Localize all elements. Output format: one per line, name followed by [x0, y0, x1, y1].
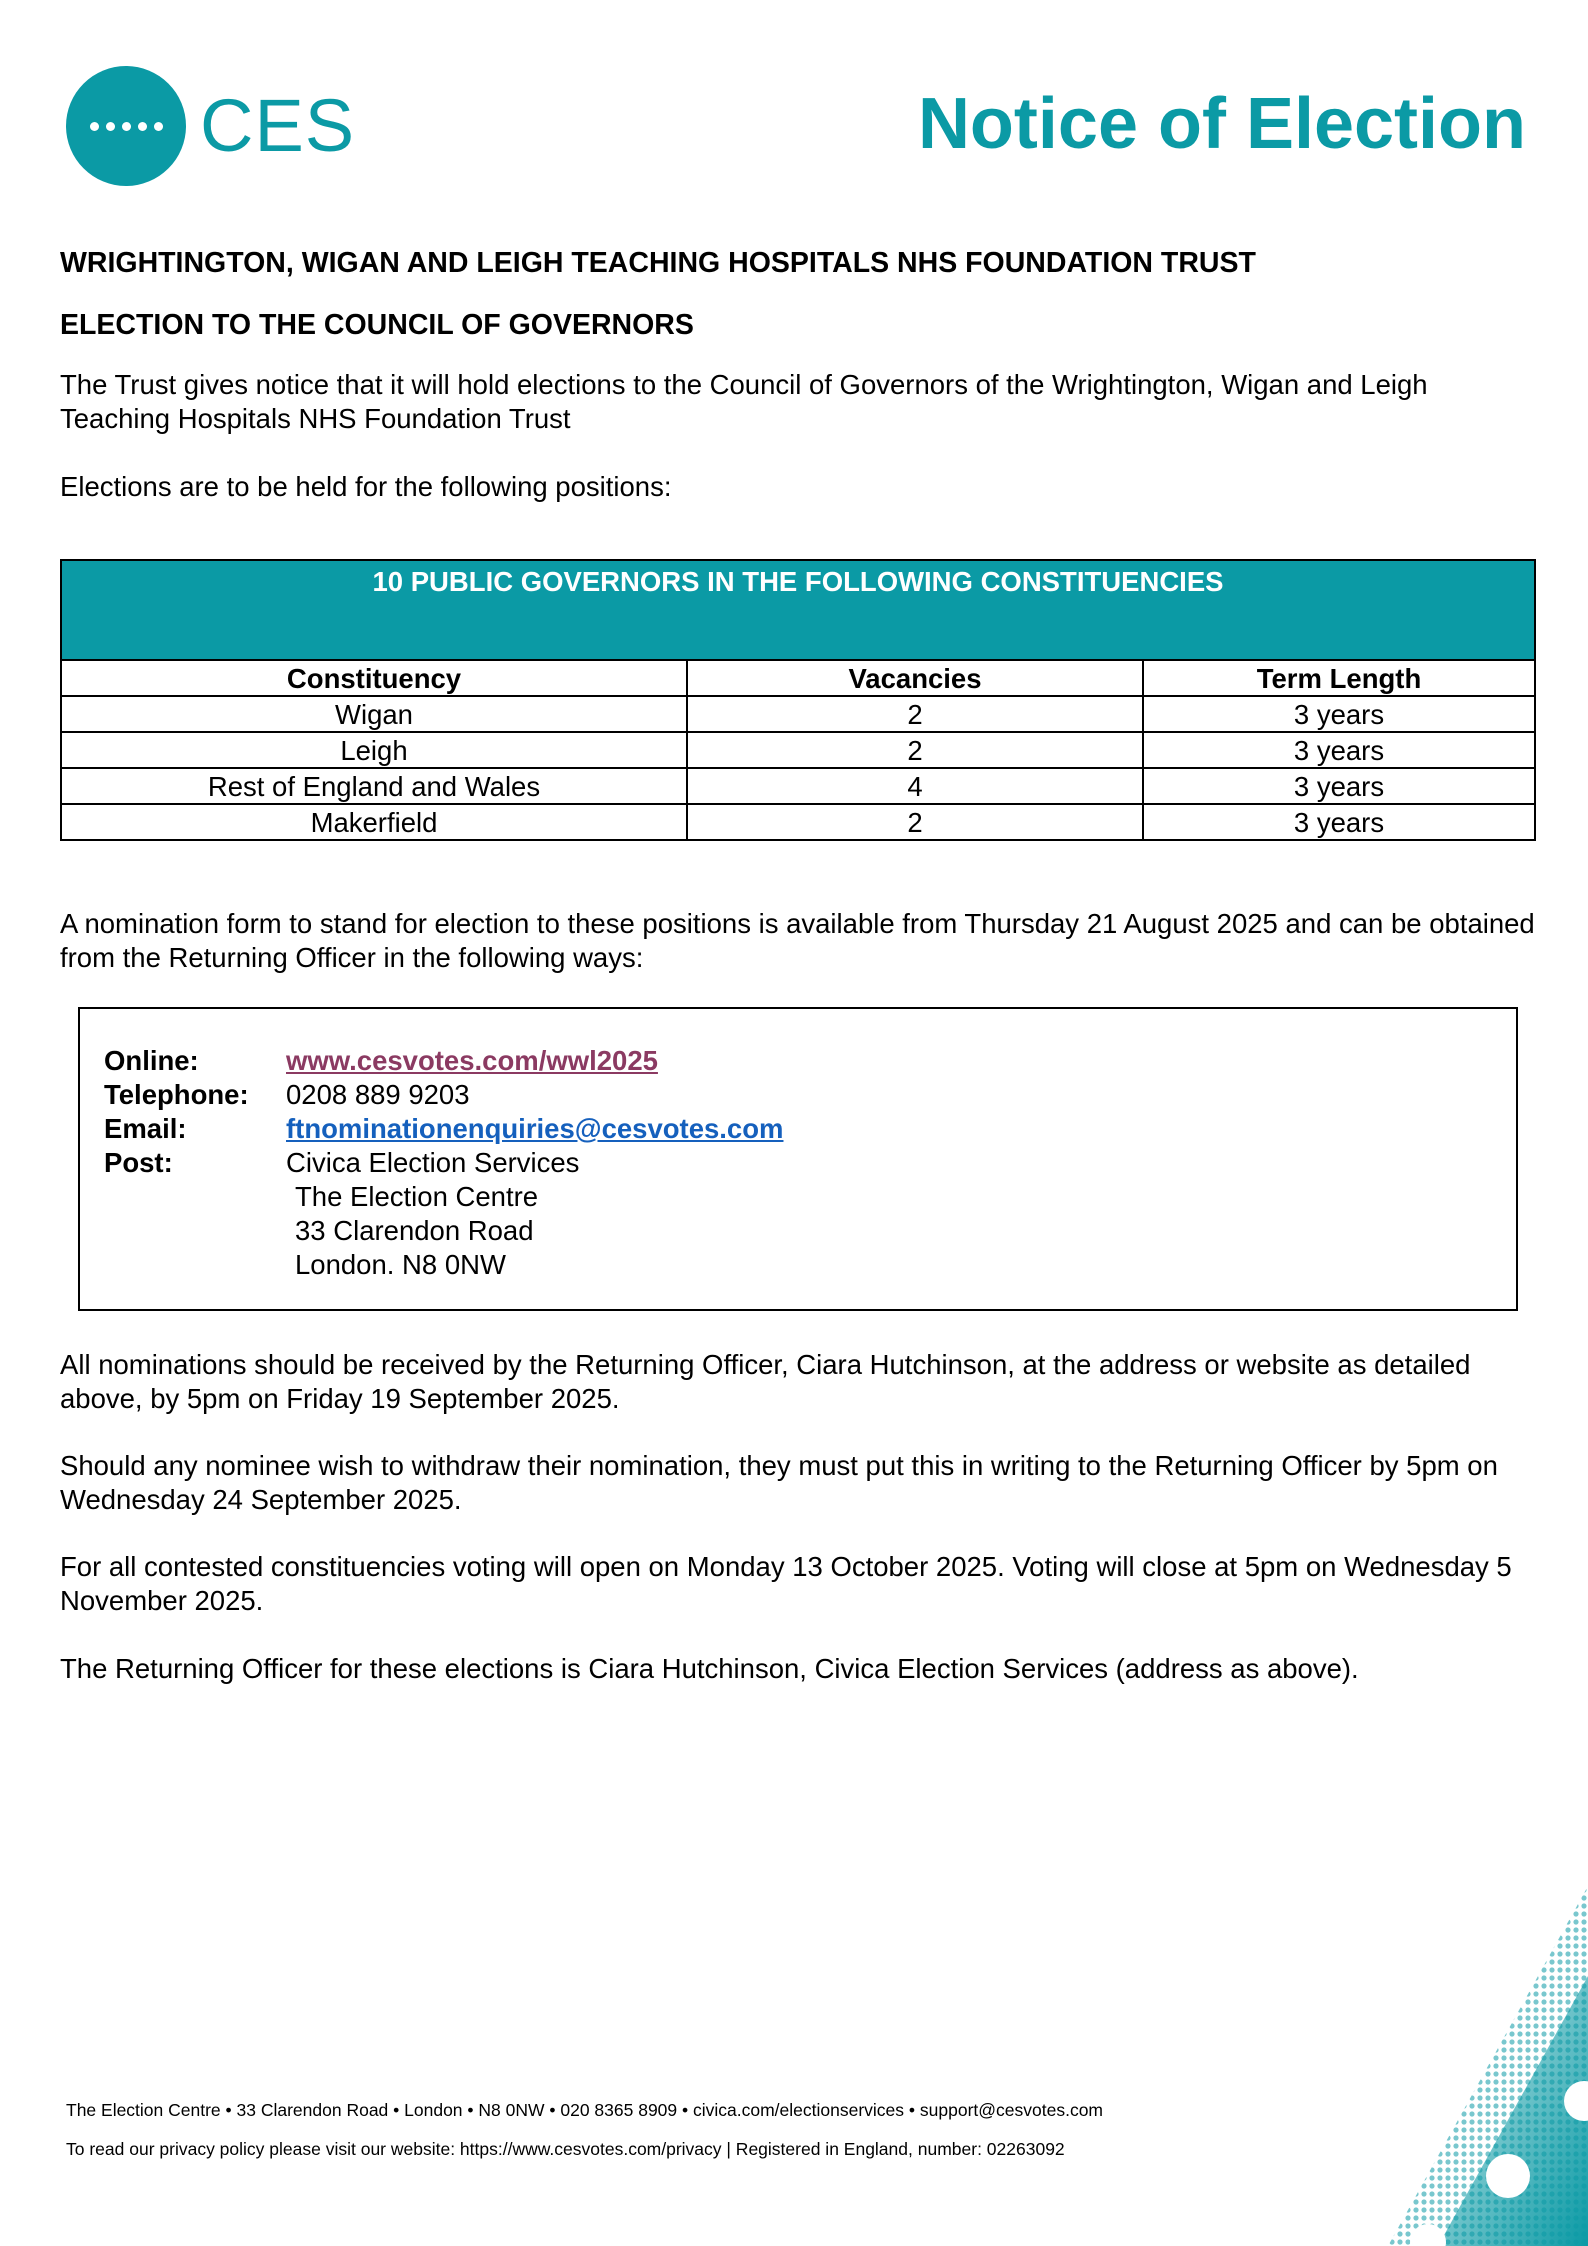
footer-address: The Election Centre • 33 Clarendon Road • London • N8 0NW • 020 8365 8909 • civica.com/electionservices • support@cesvotes.com — [66, 2100, 1104, 2120]
vacancies-cell: 4 — [687, 768, 1143, 804]
post-address-line: The Election Centre — [295, 1181, 539, 1212]
table-row — [61, 804, 1535, 840]
ces-logo-circle-icon — [66, 66, 186, 186]
vacancies-cell: 2 — [687, 696, 1143, 732]
decorative-corner-pattern-icon — [1388, 1886, 1588, 2246]
post-address-line: Civica Election Services — [286, 1147, 580, 1178]
ces-logo-text: CES — [200, 84, 356, 167]
page-title: Notice of Election — [917, 84, 1526, 164]
vacancies-cell: 2 — [687, 804, 1143, 840]
constituency-cell: Leigh — [61, 732, 687, 768]
positions-intro: Elections are to be held for the following positions: — [60, 471, 672, 502]
table-row — [61, 732, 1535, 768]
returning-officer-paragraph: The Returning Officer for these elections is Ciara Hutchinson, Civica Election Services (address as above). — [60, 1653, 1359, 1684]
online-label: Online: — [104, 1045, 199, 1076]
footer-privacy: To read our privacy policy please visit our website: https://www.cesvotes.com/privacy | Registered in England, number: 02263092 — [66, 2139, 1065, 2159]
term-length-cell: 3 years — [1143, 696, 1535, 732]
vacancies-table — [60, 559, 1536, 841]
post-label: Post: — [104, 1147, 173, 1178]
column-header-constituency: Constituency — [61, 660, 687, 696]
telephone-value: 0208 889 9203 — [286, 1079, 470, 1110]
constituency-cell: Makerfield — [61, 804, 687, 840]
email-label: Email: — [104, 1113, 187, 1144]
vacancies-cell: 2 — [687, 732, 1143, 768]
constituency-cell: Rest of England and Wales — [61, 768, 687, 804]
term-length-cell: 3 years — [1143, 768, 1535, 804]
trust-heading: WRIGHTINGTON, WIGAN AND LEIGH TEACHING HOSPITALS NHS FOUNDATION TRUST — [60, 247, 1256, 279]
term-length-cell: 3 years — [1143, 804, 1535, 840]
table-row — [61, 768, 1535, 804]
column-header-term-length: Term Length — [1143, 660, 1535, 696]
telephone-label: Telephone: — [104, 1079, 249, 1110]
post-address-line: 33 Clarendon Road — [295, 1215, 534, 1246]
table-banner: 10 PUBLIC GOVERNORS IN THE FOLLOWING CONSTITUENCIES — [61, 560, 1535, 660]
email-link[interactable]: ftnominationenquiries@cesvotes.com — [286, 1113, 784, 1144]
term-length-cell: 3 years — [1143, 732, 1535, 768]
deadline-paragraph: All nominations should be received by the Returning Officer, Ciara Hutchinson, at the address or website as detailed above, by 5pm on Friday 19 September 2025. — [60, 1349, 1471, 1414]
voting-paragraph: For all contested constituencies voting will open on Monday 13 October 2025. Voting will close at 5pm on Wednesday 5 November 2025. — [60, 1551, 1512, 1616]
ces-logo — [66, 66, 355, 186]
online-link[interactable]: www.cesvotes.com/wwl2025 — [286, 1045, 658, 1076]
withdrawal-paragraph: Should any nominee wish to withdraw their nomination, they must put this in writing to the Returning Officer by 5pm on Wednesday 24 September 2025. — [60, 1450, 1498, 1515]
table-row — [61, 696, 1535, 732]
election-heading: ELECTION TO THE COUNCIL OF GOVERNORS — [60, 309, 694, 341]
nomination-intro: A nomination form to stand for election to these positions is available from Thursday 21 August 2025 and can be obtained from the Returning Officer in the following ways: — [60, 908, 1535, 973]
column-header-vacancies: Vacancies — [687, 660, 1143, 696]
contact-box — [78, 1007, 1518, 1311]
post-address-line: London. N8 0NW — [295, 1249, 506, 1280]
constituency-cell: Wigan — [61, 696, 687, 732]
intro-paragraph: The Trust gives notice that it will hold elections to the Council of Governors of the Wrightington, Wigan and Leigh Teaching Hospitals NHS Foundation Trust — [60, 369, 1428, 434]
